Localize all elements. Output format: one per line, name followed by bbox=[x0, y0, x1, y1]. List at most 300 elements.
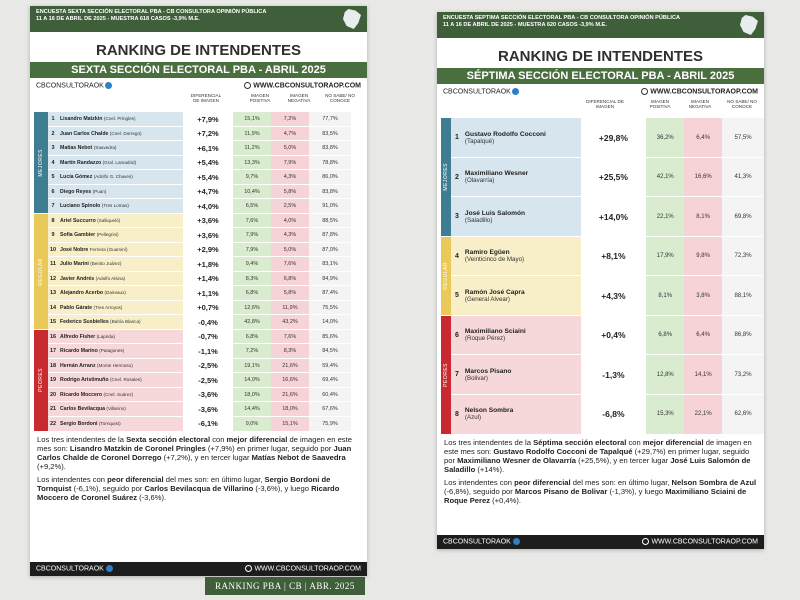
footer bbox=[30, 562, 367, 576]
positive-image: 42,8% bbox=[233, 315, 271, 330]
table-row bbox=[34, 271, 351, 286]
mayor-name bbox=[58, 300, 183, 315]
municipality: (Tornquist) bbox=[98, 420, 121, 426]
negative-image: 4,7% bbox=[271, 126, 309, 141]
rank-number: 6 bbox=[48, 184, 58, 199]
mayor-name bbox=[58, 170, 183, 185]
table-row bbox=[34, 184, 351, 199]
rank-number: 1 bbox=[451, 118, 463, 158]
group-band-regular bbox=[441, 236, 451, 315]
municipality: (Gral. Lamadrid) bbox=[102, 159, 137, 165]
rank-number: 5 bbox=[48, 170, 58, 185]
municipality: (Bahía Blanca) bbox=[110, 319, 141, 325]
col-ns: NO SABE/ NO CONOCE bbox=[727, 99, 757, 110]
survey-header-line1: ENCUESTA SEXTA SECCIÓN ELECTORAL PBA - CB CONSULTORA OPINIÓN PÚBLICA bbox=[36, 9, 267, 15]
col-neg: IMAGEN NEGATIVA bbox=[287, 93, 311, 104]
body-text: Los tres intendentes de la bbox=[444, 437, 534, 447]
rank-number: 1 bbox=[48, 112, 58, 127]
negative-image: 7,6% bbox=[271, 329, 309, 344]
ranking-table bbox=[34, 111, 351, 431]
negative-image: 6,4% bbox=[684, 315, 722, 355]
body-text: del mes son: en último lugar, bbox=[163, 474, 265, 484]
group-band-peores bbox=[441, 315, 451, 434]
footer-web-text: WWW.CBCONSULTORAOP.COM bbox=[651, 538, 758, 546]
mayor-name bbox=[58, 199, 183, 214]
image-diff: -6,8% bbox=[581, 394, 647, 434]
table-row bbox=[34, 286, 351, 301]
page-title: RANKING DE INTENDENTES bbox=[95, 42, 301, 59]
verified-icon bbox=[512, 88, 519, 95]
globe-icon bbox=[642, 538, 649, 545]
positive-image: 7,9% bbox=[233, 228, 271, 243]
body-text: de imagen en este mes son: bbox=[444, 437, 752, 456]
summary-worst bbox=[437, 474, 764, 505]
group-band-mejores bbox=[441, 118, 451, 237]
mayor-name bbox=[58, 358, 183, 373]
negative-image: 11,9% bbox=[271, 300, 309, 315]
positive-image: 11,9% bbox=[233, 126, 271, 141]
municipality: (Adolfo G. Chaves) bbox=[93, 174, 133, 180]
body-text: (-6,8%), seguido por bbox=[444, 486, 515, 496]
website-text: WWW.CBCONSULTORAOP.COM bbox=[650, 88, 758, 96]
image-diff: +1,8% bbox=[183, 257, 233, 272]
mayor-name-text: Martín Randazzo bbox=[60, 159, 103, 166]
footer-web[interactable] bbox=[245, 565, 361, 572]
positive-image: 19,1% bbox=[233, 358, 271, 373]
image-diff: +5,4% bbox=[183, 170, 233, 185]
highlight-text: Marcos Pisano de Bolivar bbox=[514, 486, 608, 496]
positive-image: 6,5% bbox=[233, 199, 271, 214]
dont-know: 87,0% bbox=[309, 242, 351, 257]
highlight-text: Ricardo Moccero de Coronel Suárez bbox=[37, 483, 340, 502]
body-text: con bbox=[626, 437, 643, 447]
mayor-name-text: Maximiliano Sciaini bbox=[464, 328, 526, 336]
table-row bbox=[441, 276, 764, 316]
negative-image: 14,1% bbox=[684, 355, 722, 395]
positive-image: 7,9% bbox=[233, 242, 271, 257]
rank-number: 13 bbox=[48, 286, 58, 301]
image-diff: +2,9% bbox=[183, 242, 233, 257]
table-row bbox=[34, 344, 351, 359]
mayor-name-text: Juan Carlos Chalde bbox=[60, 130, 110, 137]
rank-number: 14 bbox=[48, 300, 58, 315]
positive-image: 13,3% bbox=[233, 155, 271, 170]
image-diff: +6,1% bbox=[183, 141, 233, 156]
municipality: (Veinticinco de Mayo) bbox=[464, 256, 525, 264]
survey-header-line2: 11 A 16 DE ABRIL DE 2025 - MUESTRA 620 CASOS -3,9% M.E. bbox=[443, 22, 607, 28]
body-text: (+25,5%), y en tercer lugar bbox=[575, 455, 671, 465]
group-label: MEJORES bbox=[442, 163, 449, 191]
dont-know: 67,6% bbox=[309, 402, 351, 417]
mayor-name bbox=[58, 155, 183, 170]
dont-know: 85,6% bbox=[309, 329, 351, 344]
summary-best bbox=[30, 431, 367, 471]
mayor-name bbox=[58, 402, 183, 417]
mayor-name-text: Ricardo Marino bbox=[60, 348, 100, 355]
image-diff: -2,5% bbox=[183, 373, 233, 388]
image-diff: -6,1% bbox=[183, 416, 233, 431]
table-row bbox=[34, 170, 351, 185]
negative-image: 21,6% bbox=[271, 358, 309, 373]
positive-image: 17,9% bbox=[646, 236, 684, 276]
image-diff: -1,3% bbox=[581, 355, 647, 395]
negative-image: 7,6% bbox=[271, 257, 309, 272]
rank-number: 16 bbox=[48, 329, 58, 344]
highlight-text: Sergio Bordoni de Tornquist bbox=[37, 474, 331, 493]
table-row bbox=[441, 118, 764, 158]
table-row bbox=[441, 236, 764, 276]
negative-image: 5,0% bbox=[271, 141, 309, 156]
mayor-name bbox=[463, 118, 581, 158]
dont-know: 57,5% bbox=[722, 118, 764, 158]
table-row bbox=[441, 157, 764, 197]
positive-image: 9,7% bbox=[233, 170, 271, 185]
col-pos: IMAGEN POSITIVA bbox=[249, 93, 271, 104]
brand-handle bbox=[443, 88, 519, 95]
mayor-name-text: Ramiro Egüen bbox=[464, 249, 510, 257]
body-text: del mes son: en último lugar, bbox=[570, 477, 672, 487]
summary-worst bbox=[30, 471, 367, 502]
survey-header bbox=[437, 12, 764, 38]
municipality: (Tres Lomas) bbox=[101, 203, 129, 209]
ranking-table bbox=[441, 117, 764, 434]
highlight-text: mejor diferencial bbox=[226, 434, 288, 444]
mayor-name-text: José Nobre bbox=[60, 246, 90, 253]
mayor-name bbox=[58, 387, 183, 402]
dont-know: 86,8% bbox=[722, 315, 764, 355]
image-diff: -0,4% bbox=[183, 315, 233, 330]
body-text: de imagen en este mes son: bbox=[37, 434, 352, 453]
negative-image: 5,8% bbox=[271, 184, 309, 199]
brand-row bbox=[30, 78, 367, 91]
negative-image: 7,9% bbox=[271, 155, 309, 170]
rank-number: 5 bbox=[451, 276, 463, 316]
negative-image: 5,8% bbox=[271, 286, 309, 301]
dont-know: 60,4% bbox=[309, 387, 351, 402]
municipality: (Adolfo Alsina) bbox=[95, 275, 126, 281]
positive-image: 14,0% bbox=[233, 373, 271, 388]
municipality: (Cnel. Suárez) bbox=[103, 391, 134, 397]
mayor-name bbox=[463, 157, 581, 197]
positive-image: 6,8% bbox=[233, 286, 271, 301]
positive-image: 11,2% bbox=[233, 141, 271, 156]
mayor-name bbox=[58, 344, 183, 359]
sexta-seccion-card bbox=[30, 6, 367, 576]
col-diff: DIFERENCIAL DE IMAGEN bbox=[190, 93, 222, 104]
table-row bbox=[34, 228, 351, 243]
mayor-name-text: Carlos Bevilacqua bbox=[60, 406, 107, 413]
mayor-name bbox=[463, 355, 581, 395]
negative-image: 18,0% bbox=[271, 402, 309, 417]
mayor-name-text: Lucía Gómez bbox=[60, 174, 94, 181]
negative-image: 6,4% bbox=[684, 118, 722, 158]
positive-image: 36,2% bbox=[646, 118, 684, 158]
positive-image: 9,4% bbox=[233, 257, 271, 272]
highlight-text: Maximiliano Sciaini de Roque Perez bbox=[444, 486, 747, 505]
table-row bbox=[34, 112, 351, 127]
mayor-name-text: Julio Marini bbox=[60, 261, 91, 268]
col-neg: IMAGEN NEGATIVA bbox=[688, 99, 712, 110]
group-label: MEJORES bbox=[38, 148, 44, 177]
municipality: (Tapalqué) bbox=[464, 137, 495, 145]
mayor-name-text: Pablo Gárate bbox=[60, 304, 94, 311]
group-label: PEORES bbox=[442, 362, 449, 387]
negative-image: 15,1% bbox=[271, 416, 309, 431]
image-diff: +0,7% bbox=[183, 300, 233, 315]
highlight-text: mejor diferencial bbox=[642, 437, 704, 447]
rank-number: 2 bbox=[48, 126, 58, 141]
mayor-name-text: Ricardo Moccero bbox=[60, 391, 104, 398]
municipality: (Laprida) bbox=[96, 333, 115, 339]
mayor-name bbox=[463, 197, 581, 237]
rank-number: 4 bbox=[48, 155, 58, 170]
rank-number: 6 bbox=[451, 315, 463, 355]
negative-image: 22,1% bbox=[684, 394, 722, 434]
rank-number: 10 bbox=[48, 242, 58, 257]
page-subtitle: SEXTA SECCIÓN ELECTORAL PBA - ABRIL 2025 bbox=[30, 62, 367, 78]
mayor-name-text: Alejandro Acerbo bbox=[60, 290, 105, 297]
municipality: (Cnel. Dorrego) bbox=[109, 130, 142, 136]
mayor-name-text: José Luis Salomón bbox=[464, 209, 526, 217]
highlight-text: Nelson Sombra de Azul bbox=[671, 477, 757, 487]
dont-know: 88,5% bbox=[309, 213, 351, 228]
table-row bbox=[441, 355, 764, 395]
positive-image: 8,3% bbox=[233, 271, 271, 286]
body-text: (-1,3%), y luego bbox=[607, 486, 666, 496]
brand-handle-text: CBCONSULTORAOK bbox=[443, 88, 511, 96]
municipality: Ferreira (Guaminí) bbox=[89, 246, 128, 252]
mayor-name bbox=[58, 228, 183, 243]
negative-image: 4,3% bbox=[271, 228, 309, 243]
dont-know: 87,8% bbox=[309, 228, 351, 243]
image-diff: +29,8% bbox=[581, 118, 647, 158]
negative-image: 21,6% bbox=[271, 387, 309, 402]
rank-number: 22 bbox=[48, 416, 58, 431]
rank-number: 17 bbox=[48, 344, 58, 359]
mayor-name bbox=[58, 184, 183, 199]
page-subtitle: SÉPTIMA SECCIÓN ELECTORAL PBA - ABRIL 2025 bbox=[437, 68, 764, 84]
dont-know: 83,1% bbox=[309, 257, 351, 272]
table-row bbox=[441, 315, 764, 355]
mayor-name bbox=[58, 373, 183, 388]
table-row bbox=[34, 358, 351, 373]
mayor-name-text: Federico Susbielles bbox=[60, 319, 111, 326]
positive-image: 10,4% bbox=[233, 184, 271, 199]
mayor-name bbox=[58, 213, 183, 228]
image-diff: +1,4% bbox=[183, 271, 233, 286]
mayor-name-text: Ramón José Capra bbox=[464, 288, 525, 296]
table-row bbox=[34, 300, 351, 315]
footer-brand bbox=[443, 538, 520, 545]
municipality: (Salliqueló) bbox=[97, 217, 121, 223]
negative-image: 4,3% bbox=[271, 170, 309, 185]
col-ns: NO SABE/ NO CONOCE bbox=[325, 93, 355, 104]
positive-image: 12,8% bbox=[646, 355, 684, 395]
mayor-name-text: Gustavo Rodolfo Cocconi bbox=[464, 130, 546, 138]
column-headers bbox=[30, 91, 367, 111]
highlight-text: Sexta sección electoral bbox=[126, 434, 211, 444]
mayor-name-text: Diego Reyes bbox=[60, 188, 93, 195]
rank-number: 20 bbox=[48, 387, 58, 402]
dont-know: 83,5% bbox=[309, 126, 351, 141]
body-text: Los tres intendentes de la bbox=[37, 434, 127, 444]
image-diff: +14,0% bbox=[581, 197, 647, 237]
dont-know: 59,4% bbox=[309, 358, 351, 373]
mayor-name bbox=[58, 126, 183, 141]
municipality: (Patagones) bbox=[99, 348, 125, 354]
image-diff: +4,7% bbox=[183, 184, 233, 199]
mayor-name-text: Ariel Succurro bbox=[60, 217, 98, 224]
footer-web[interactable] bbox=[642, 538, 758, 545]
table-row bbox=[34, 402, 351, 417]
footer-brand-text: CBCONSULTORAOK bbox=[443, 538, 511, 546]
dont-know: 75,5% bbox=[309, 300, 351, 315]
dont-know: 84,5% bbox=[309, 344, 351, 359]
brand-handle bbox=[36, 82, 112, 89]
positive-image: 12,6% bbox=[233, 300, 271, 315]
table-row bbox=[34, 126, 351, 141]
rank-number: 21 bbox=[48, 402, 58, 417]
septima-seccion-card bbox=[437, 12, 764, 549]
body-text: Los intendentes con bbox=[37, 474, 108, 484]
globe-icon bbox=[245, 565, 252, 572]
negative-image: 8,3% bbox=[271, 344, 309, 359]
municipality: (Cnel. Rosales) bbox=[109, 377, 142, 383]
rank-number: 2 bbox=[451, 157, 463, 197]
body-text: con bbox=[210, 434, 227, 444]
mayor-name bbox=[58, 286, 183, 301]
mayor-name bbox=[58, 416, 183, 431]
dont-know: 86,0% bbox=[309, 170, 351, 185]
table-row bbox=[34, 199, 351, 214]
table-row bbox=[34, 213, 351, 228]
rank-number: 18 bbox=[48, 358, 58, 373]
website-text: WWW.CBCONSULTORAOP.COM bbox=[253, 82, 361, 90]
group-band-regular bbox=[34, 213, 48, 329]
globe-icon bbox=[641, 88, 648, 95]
municipality: (Tres Arroyos) bbox=[93, 304, 123, 310]
image-diff: -1,1% bbox=[183, 344, 233, 359]
mayor-name bbox=[463, 315, 581, 355]
table-row bbox=[34, 155, 351, 170]
rank-number: 8 bbox=[48, 213, 58, 228]
image-diff: -3,6% bbox=[183, 402, 233, 417]
mayor-name-text: Maximiliano Wesner bbox=[464, 170, 529, 178]
positive-image: 7,2% bbox=[233, 344, 271, 359]
mayor-name-text: Alfredo Fisher bbox=[60, 333, 97, 340]
footer-brand bbox=[36, 565, 113, 572]
highlight-text: Lisandro Matzkin de Coronel Pringles bbox=[69, 443, 206, 453]
website[interactable] bbox=[244, 82, 361, 89]
rank-number: 12 bbox=[48, 271, 58, 286]
rank-number: 3 bbox=[48, 141, 58, 156]
verified-icon bbox=[513, 538, 520, 545]
mayor-name-text: Javier Andrés bbox=[60, 275, 96, 282]
image-diff: +8,1% bbox=[581, 236, 647, 276]
mayor-name-text: Hernán Arranz bbox=[60, 362, 97, 369]
positive-image: 15,3% bbox=[646, 394, 684, 434]
mayor-name bbox=[58, 242, 183, 257]
municipality: (Azul) bbox=[464, 414, 482, 422]
mayor-name bbox=[463, 236, 581, 276]
mayor-name bbox=[58, 141, 183, 156]
rank-number: 15 bbox=[48, 315, 58, 330]
footer bbox=[437, 535, 764, 549]
body-text: (-3,6%). bbox=[137, 492, 167, 502]
body-text: (-3,6%), y luego bbox=[253, 483, 312, 493]
negative-image: 16,6% bbox=[271, 373, 309, 388]
negative-image: 43,2% bbox=[271, 315, 309, 330]
table-row bbox=[34, 257, 351, 272]
negative-image: 16,6% bbox=[684, 157, 722, 197]
image-diff: +0,4% bbox=[581, 315, 647, 355]
dont-know: 73,2% bbox=[722, 355, 764, 395]
municipality: (General Alvear) bbox=[464, 295, 510, 303]
dont-know: 91,0% bbox=[309, 199, 351, 214]
dont-know: 77,7% bbox=[309, 112, 351, 127]
body-text: (+9,2%). bbox=[37, 461, 66, 471]
municipality: (Olavarría) bbox=[464, 177, 495, 185]
negative-image: 5,0% bbox=[271, 242, 309, 257]
positive-image: 9,0% bbox=[233, 416, 271, 431]
globe-icon bbox=[244, 82, 251, 89]
positive-image: 14,4% bbox=[233, 402, 271, 417]
image-diff: +7,9% bbox=[183, 112, 233, 127]
positive-image: 6,8% bbox=[233, 329, 271, 344]
negative-image: 3,8% bbox=[684, 276, 722, 316]
mayor-name-text: Matías Nebot bbox=[60, 145, 94, 152]
body-text: (+29,7%) en primer lugar, seguido por bbox=[444, 446, 750, 465]
highlight-text: Gustavo Rodolfo Cocconi de Tapalqué bbox=[493, 446, 633, 456]
dont-know: 69,8% bbox=[722, 197, 764, 237]
survey-header-line1: ENCUESTA SEPTIMA SECCIÓN ELECTORAL PBA - CB CONSULTORA OPINIÓN PÚBLICA bbox=[443, 15, 681, 21]
image-diff: +5,4% bbox=[183, 155, 233, 170]
municipality: (Bolivar) bbox=[464, 374, 488, 382]
mayor-name bbox=[463, 276, 581, 316]
website[interactable] bbox=[641, 88, 758, 95]
table-row bbox=[34, 373, 351, 388]
municipality: (Monte Hermoso) bbox=[97, 362, 133, 368]
municipality: (Puan) bbox=[92, 188, 107, 194]
highlight-text: peor diferencial bbox=[514, 477, 571, 487]
highlight-text: Maximiliano Wesner de Olavarría bbox=[457, 455, 576, 465]
positive-image: 6,8% bbox=[646, 315, 684, 355]
bottom-label: RANKING PBA | CB | ABR. 2025 bbox=[205, 577, 365, 595]
mayor-name bbox=[58, 315, 183, 330]
municipality: (Saavedra) bbox=[93, 145, 117, 151]
positive-image: 22,1% bbox=[646, 197, 684, 237]
dont-know: 88,1% bbox=[722, 276, 764, 316]
image-diff: +4,0% bbox=[183, 199, 233, 214]
image-diff: +1,1% bbox=[183, 286, 233, 301]
image-diff: -2,5% bbox=[183, 358, 233, 373]
mayor-name bbox=[58, 329, 183, 344]
highlight-text: Juan Carlos Chalde de Coronel Dorrego bbox=[37, 443, 352, 462]
mayor-name bbox=[463, 394, 581, 434]
municipality: (Roque Pérez) bbox=[464, 335, 506, 343]
summary-best bbox=[437, 434, 764, 474]
municipality: (Pellegrini) bbox=[96, 232, 119, 238]
footer-web-text: WWW.CBCONSULTORAOP.COM bbox=[254, 565, 361, 573]
table-row bbox=[34, 141, 351, 156]
table-row bbox=[34, 315, 351, 330]
image-diff: +7,2% bbox=[183, 126, 233, 141]
positive-image: 18,0% bbox=[233, 387, 271, 402]
positive-image: 15,1% bbox=[233, 112, 271, 127]
positive-image: 7,6% bbox=[233, 213, 271, 228]
dont-know: 62,6% bbox=[722, 394, 764, 434]
dont-know: 84,9% bbox=[309, 271, 351, 286]
